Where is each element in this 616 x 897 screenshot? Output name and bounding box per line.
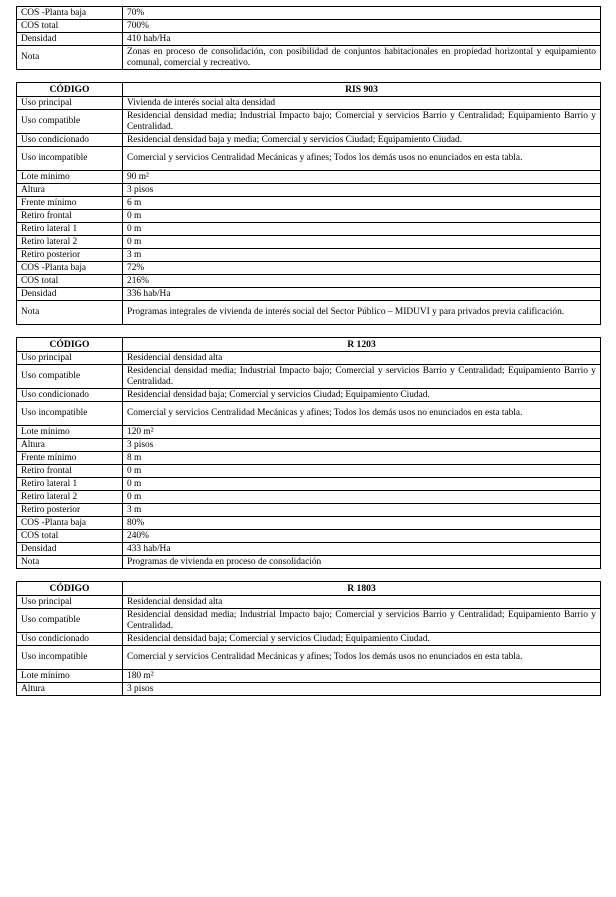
row-value: Residencial densidad alta [123, 352, 601, 365]
row-label: COS total [17, 275, 123, 288]
row-label: Nota [17, 556, 123, 569]
row-value: 0 m [123, 478, 601, 491]
row-label: Retiro frontal [17, 465, 123, 478]
row-value: Residencial densidad media; Industrial Impacto bajo; Comercial y servicios Barrio y Centralidad; Equipamiento Barrio y Centralidad. [123, 365, 601, 389]
row-label: Lote mínimo [17, 670, 123, 683]
table-row [17, 517, 601, 530]
row-value: 0 m [123, 236, 601, 249]
row-label: Retiro lateral 1 [17, 223, 123, 236]
table-row [17, 184, 601, 197]
row-label: Uso condicionado [17, 633, 123, 646]
table-row [17, 530, 601, 543]
code-value: R 1803 [123, 582, 601, 596]
table-row [17, 20, 601, 33]
row-value: Programas de vivienda en proceso de consolidación [123, 556, 601, 569]
table-row [17, 478, 601, 491]
row-label: COS -Planta baja [17, 7, 123, 20]
row-value: Comercial y servicios Centralidad Mecánicas y afines; Todos los demás usos no enunciados en esta tabla. [123, 402, 601, 426]
row-label: Retiro posterior [17, 504, 123, 517]
table-row [17, 365, 601, 389]
table-spacer [16, 569, 600, 581]
row-label: Uso condicionado [17, 134, 123, 147]
row-label: Frente mínimo [17, 197, 123, 210]
row-label: Nota [17, 301, 123, 325]
table-row [17, 110, 601, 134]
table-row [17, 543, 601, 556]
row-value: 120 m² [123, 426, 601, 439]
row-value: 700% [123, 20, 601, 33]
row-label: Lote mínimo [17, 426, 123, 439]
row-label: Densidad [17, 288, 123, 301]
row-value: 0 m [123, 491, 601, 504]
table-spacer [16, 70, 600, 82]
row-label: Frente mínimo [17, 452, 123, 465]
code-header-label: CÓDIGO [17, 582, 123, 596]
row-label: Uso principal [17, 596, 123, 609]
table-row [17, 609, 601, 633]
code-value: RIS 903 [123, 83, 601, 97]
row-label: Uso incompatible [17, 402, 123, 426]
row-label: Uso incompatible [17, 147, 123, 171]
row-label: Lote mínimo [17, 171, 123, 184]
row-value: Programas integrales de vivienda de interés social del Sector Público – MIDUVI y para privados previa calificación. [123, 301, 601, 325]
table-row [17, 33, 601, 46]
code-value: R 1203 [123, 338, 601, 352]
row-value: Residencial densidad alta [123, 596, 601, 609]
row-value: 80% [123, 517, 601, 530]
zoning-table [16, 337, 601, 569]
zoning-table [16, 82, 601, 325]
row-label: Uso principal [17, 97, 123, 110]
row-label: Uso condicionado [17, 389, 123, 402]
row-value: Vivienda de interés social alta densidad [123, 97, 601, 110]
row-value: 240% [123, 530, 601, 543]
row-label: Retiro lateral 1 [17, 478, 123, 491]
row-label: Uso compatible [17, 365, 123, 389]
row-label: Densidad [17, 543, 123, 556]
code-header-label: CÓDIGO [17, 83, 123, 97]
row-value: 3 pisos [123, 439, 601, 452]
row-value: 3 m [123, 249, 601, 262]
row-value: Residencial densidad baja; Comercial y servicios Ciudad; Equipamiento Ciudad. [123, 389, 601, 402]
table-row [17, 147, 601, 171]
row-label: Retiro lateral 2 [17, 491, 123, 504]
table-header-row [17, 83, 601, 97]
row-value: 336 hab/Ha [123, 288, 601, 301]
table-row [17, 633, 601, 646]
row-value: Residencial densidad media; Industrial Impacto bajo; Comercial y servicios Barrio y Centralidad; Equipamiento Barrio y Centralidad. [123, 110, 601, 134]
row-label: Retiro frontal [17, 210, 123, 223]
row-value: 180 m² [123, 670, 601, 683]
row-value: 70% [123, 7, 601, 20]
table-row [17, 7, 601, 20]
row-value: Residencial densidad media; Industrial Impacto bajo; Comercial y servicios Barrio y Centralidad; Equipamiento Barrio y Centralidad. [123, 609, 601, 633]
row-value: Zonas en proceso de consolidación, con posibilidad de conjuntos habitacionales en propiedad horizontal y equipamiento comunal, comercial y recreativo. [123, 46, 601, 70]
table-spacer [16, 325, 600, 337]
table-row [17, 236, 601, 249]
row-value: Residencial densidad baja; Comercial y servicios Ciudad; Equipamiento Ciudad. [123, 633, 601, 646]
row-value: Comercial y servicios Centralidad Mecánicas y afines; Todos los demás usos no enunciados en esta tabla. [123, 646, 601, 670]
row-label: Altura [17, 439, 123, 452]
table-header-row [17, 338, 601, 352]
table-row [17, 465, 601, 478]
row-label: Uso compatible [17, 110, 123, 134]
row-label: Nota [17, 46, 123, 70]
table-row [17, 46, 601, 70]
row-label: Uso principal [17, 352, 123, 365]
row-label: Retiro posterior [17, 249, 123, 262]
row-value: 8 m [123, 452, 601, 465]
table-row [17, 223, 601, 236]
row-value: 433 hab/Ha [123, 543, 601, 556]
row-value: 3 pisos [123, 184, 601, 197]
table-row [17, 262, 601, 275]
row-value: 90 m² [123, 171, 601, 184]
table-row [17, 288, 601, 301]
table-row [17, 452, 601, 465]
table-row [17, 197, 601, 210]
zoning-table [16, 6, 601, 70]
code-header-label: CÓDIGO [17, 338, 123, 352]
row-label: COS total [17, 530, 123, 543]
table-row [17, 275, 601, 288]
table-row [17, 352, 601, 365]
row-label: COS total [17, 20, 123, 33]
table-row [17, 491, 601, 504]
table-row [17, 683, 601, 696]
table-header-row [17, 582, 601, 596]
row-value: 3 pisos [123, 683, 601, 696]
row-label: COS -Planta baja [17, 517, 123, 530]
table-row [17, 556, 601, 569]
table-row [17, 596, 601, 609]
row-value: Residencial densidad baja y media; Comercial y servicios Ciudad; Equipamiento Ciudad. [123, 134, 601, 147]
table-row [17, 670, 601, 683]
table-row [17, 439, 601, 452]
table-row [17, 97, 601, 110]
row-value: 410 hab/Ha [123, 33, 601, 46]
row-value: 72% [123, 262, 601, 275]
table-row [17, 134, 601, 147]
row-label: Uso incompatible [17, 646, 123, 670]
table-row [17, 210, 601, 223]
row-label: Altura [17, 683, 123, 696]
row-value: 6 m [123, 197, 601, 210]
table-row [17, 171, 601, 184]
table-row [17, 402, 601, 426]
row-label: COS -Planta baja [17, 262, 123, 275]
table-row [17, 389, 601, 402]
row-value: 0 m [123, 223, 601, 236]
row-label: Uso compatible [17, 609, 123, 633]
row-label: Retiro lateral 2 [17, 236, 123, 249]
table-row [17, 249, 601, 262]
row-value: Comercial y servicios Centralidad Mecánicas y afines; Todos los demás usos no enunciados en esta tabla. [123, 147, 601, 171]
table-row [17, 504, 601, 517]
document-page [16, 6, 600, 696]
row-label: Altura [17, 184, 123, 197]
row-value: 216% [123, 275, 601, 288]
table-row [17, 301, 601, 325]
row-value: 3 m [123, 504, 601, 517]
row-value: 0 m [123, 210, 601, 223]
table-row [17, 646, 601, 670]
zoning-table [16, 581, 601, 696]
row-label: Densidad [17, 33, 123, 46]
row-value: 0 m [123, 465, 601, 478]
table-row [17, 426, 601, 439]
